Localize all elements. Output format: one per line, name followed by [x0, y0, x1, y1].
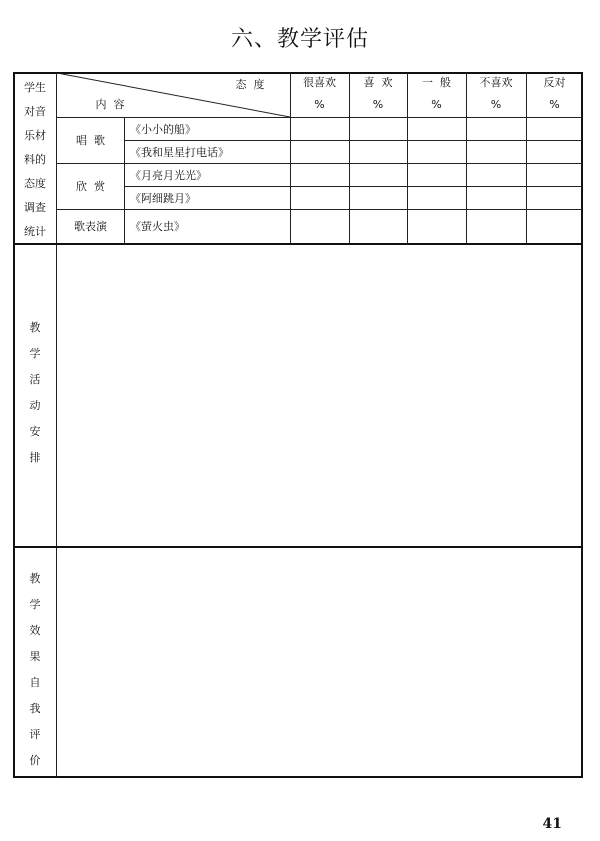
- side-label-char: 教: [29, 572, 41, 585]
- song-title: 《我和星星打电话》: [130, 145, 229, 159]
- side-label-char: 动: [29, 399, 41, 412]
- side-label-char: 自: [29, 676, 41, 689]
- attitude-column-header: [349, 76, 407, 112]
- column-unit: %: [431, 98, 442, 111]
- attitude-header-label: 态 度: [235, 78, 265, 91]
- side-label-line: 对音: [24, 105, 46, 118]
- column-label: 一 般: [422, 76, 451, 89]
- side-label-line: 调查: [24, 201, 46, 214]
- side-label-line: 料的: [24, 153, 46, 166]
- activities-side-label: [25, 315, 45, 471]
- song-title: 《月亮月光光》: [130, 168, 207, 182]
- survey-side-label: [14, 76, 56, 244]
- side-label-char: 果: [29, 650, 41, 663]
- column-unit: %: [314, 98, 325, 111]
- side-label-char: 价: [29, 754, 41, 767]
- side-label-line: 学生: [24, 81, 46, 94]
- side-label-char: 我: [29, 702, 41, 715]
- column-unit: %: [490, 98, 502, 111]
- side-label-char: 排: [29, 451, 41, 464]
- category-label: 唱 歌: [76, 134, 105, 147]
- attitude-column-header: [290, 76, 349, 112]
- column-label: 反对: [543, 76, 566, 89]
- category-label: 欣 赏: [76, 180, 105, 193]
- column-label: 喜 欢: [363, 76, 393, 89]
- self-evaluation-side-label: [25, 566, 45, 774]
- song-title: 《小小的船》: [130, 122, 196, 136]
- side-label-char: 教: [29, 321, 41, 334]
- side-label-char: 活: [29, 373, 41, 386]
- column-label: 很喜欢: [303, 76, 336, 89]
- side-label-char: 学: [29, 598, 41, 611]
- attitude-column-header: [466, 76, 526, 112]
- side-label-char: 学: [29, 347, 41, 360]
- content-header-label: 内 容: [95, 98, 125, 111]
- side-label-char: 评: [29, 728, 41, 741]
- side-label-line: 态度: [24, 177, 46, 190]
- page-title: 六、教学评估: [230, 27, 369, 52]
- self-evaluation-content-area[interactable]: [57, 548, 582, 776]
- page-number: 41: [542, 816, 562, 832]
- column-unit: %: [549, 98, 560, 111]
- song-title: 《阿细跳月》: [130, 191, 196, 205]
- attitude-column-header: [407, 76, 466, 112]
- side-label-char: 安: [29, 425, 41, 438]
- side-label-line: 统计: [24, 225, 46, 238]
- column-unit: %: [372, 98, 384, 111]
- attitude-column-header: [526, 76, 583, 112]
- activities-content-area[interactable]: [57, 245, 582, 545]
- column-label: 不喜欢: [479, 76, 513, 89]
- song-title: 《萤火虫》: [130, 220, 185, 233]
- side-label-char: 效: [29, 624, 41, 637]
- category-label: 歌表演: [74, 220, 107, 233]
- side-label-line: 乐材: [24, 129, 46, 142]
